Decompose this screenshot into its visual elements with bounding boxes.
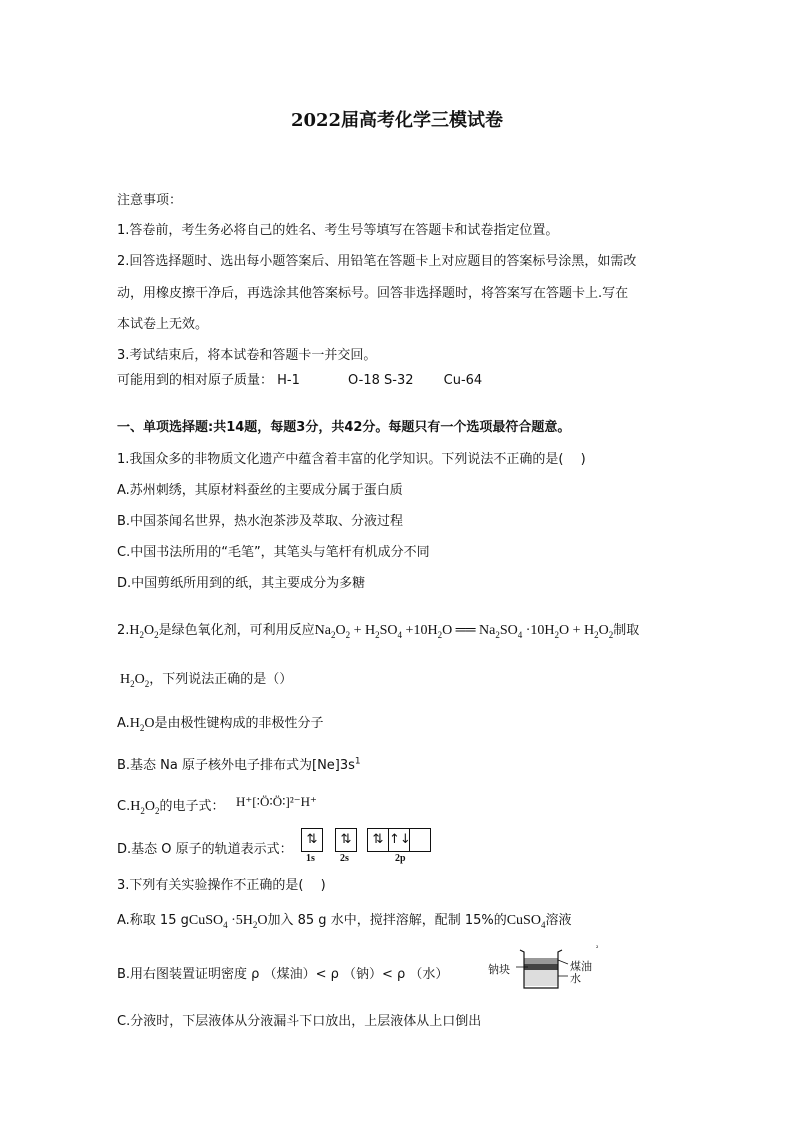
orbital-label-2s: 2s [340, 853, 349, 864]
q2-option-c-text: 的电子式： [159, 799, 225, 814]
section-1-heading: 一、单项选择题:共14题，每题3分，共42分。每题只有一个选项最符合题意。 [117, 420, 571, 435]
orbital-label-2p: 2p [395, 853, 406, 864]
q2-option-c-prefix: C. [117, 799, 131, 814]
q3-option-a-post: 溶液 [545, 913, 572, 928]
q1-option-b: B.中国茶闻名世界，热水泡茶涉及萃取、分液过程 [117, 514, 404, 529]
kerosene-layer [524, 958, 558, 964]
q3-option-a-pre: A.称取 15 g [117, 913, 189, 928]
q2-stem-continued [120, 668, 292, 689]
orbital-box-2p [367, 828, 431, 852]
q2-stem-a: 是绿色氧化剂，可利用反应 [158, 623, 315, 638]
electron-up-down-icon: ↑↓ [389, 829, 410, 851]
formula-h2o2: $H_2O_2$ [120, 672, 150, 689]
notice-heading: 注意事项： [117, 193, 183, 208]
electron-pair-icon: ⇅ [340, 832, 352, 847]
sodium-block [524, 964, 558, 970]
q3-option-c: C.分液时，下层液体从分液漏斗下口放出，上层液体从上口倒出 [117, 1014, 482, 1029]
formula-reaction: $Na_2O_2 + H_2SO_4 +10H_2O$ ══ $Na_2SO_4 \cdot 10H_2O + H_2O_2$ [314, 623, 614, 640]
orbital-label-1s: 1s [306, 853, 315, 864]
q1-stem: 1.我国众多的非物质文化遗产中蕴含着丰富的化学知识。下列说法不正确的是( ) [117, 452, 586, 467]
electron-formula-figure [236, 788, 328, 814]
formula-h2o2: $H_2O_2$ [129, 623, 159, 640]
formula-cuso4: CuSO$_4$ [506, 913, 546, 930]
svg-text:H⁺[∶Ö∶Ö∶]²⁻H⁺: H⁺[∶Ö∶Ö∶]²⁻H⁺ [236, 794, 317, 809]
atomic-mass-label: 可能用到的相对原子质量： [117, 373, 274, 388]
mass-cu: Cu-64 [443, 373, 483, 388]
q1-option-d: D.中国剪纸所用到的纸，其主要成分为多糖 [117, 576, 366, 591]
q3-option-a-mid: 加入 85 g 水中，搅拌溶解，配制 15%的 [267, 913, 507, 928]
electron-pair-icon: ⇅ [306, 832, 318, 847]
q2-option-d: D.基态 O 原子的轨道表示式： [117, 842, 293, 857]
orbital-box-2s [335, 828, 357, 852]
figure-label-water: 水 [570, 972, 581, 985]
notice-item-2-line-3: 本试卷上无效。 [117, 317, 209, 332]
q2-option-a-text: 是由极性键构成的非极性分子 [154, 716, 324, 731]
q2-option-a-prefix: A. [117, 716, 130, 731]
notice-item-2-line-2: 动，用橡皮擦干净后，再选涂其他答案标号。回答非选择题时，将答案写在答题卡上.写在 [117, 286, 629, 301]
q2-option-a [117, 712, 324, 733]
atomic-mass-line [117, 369, 482, 388]
notice-item-2-line-1: 2.回答选择题时、选出每小题答案后、用铅笔在答题卡上对应题目的答案标号涂黑，如需改 [117, 254, 637, 269]
q2-option-b-superscript: 1 [354, 756, 361, 767]
q2-stem-b: 制取 [613, 623, 640, 638]
water-layer [524, 970, 558, 986]
q2-option-c [117, 795, 224, 816]
formula-h2o2: $H_2O_2$ [130, 799, 160, 816]
page-title: 2022届高考化学三模试卷 [290, 110, 504, 131]
q2-stem-c: ，下列说法正确的是（） [149, 672, 293, 687]
q1-option-a: A.苏州刺绣，其原材料蚕丝的主要成分属于蛋白质 [117, 483, 403, 498]
notice-item-1: 1.答卷前，考生务必将自己的姓名、考生号等填写在答题卡和试卷指定位置。 [117, 223, 559, 238]
q3-option-b: B.用右图装置证明密度 ρ （煤油）< ρ （钠）< ρ （水） [117, 967, 449, 982]
electron-pair-icon: ⇅ [368, 829, 389, 851]
q2-option-b-text: B.基态 Na 原子核外电子排布式为[Ne]3s [117, 758, 355, 773]
q2-stem [117, 619, 639, 640]
svg-text:²: ² [596, 945, 599, 952]
formula-cuso4-5h2o: CuSO$_4$ $\cdot 5H_2O$ [188, 913, 268, 930]
q2-option-b [117, 754, 361, 773]
q3-option-a [117, 909, 571, 930]
q3-stem: 3.下列有关实验操作不正确的是( ) [117, 878, 326, 893]
figure-label-kerosene: 煤油 [570, 960, 592, 973]
mass-o-s: O-18 S-32 [348, 373, 414, 388]
figure-label-sodium: 钠块 [488, 963, 510, 976]
q2-number: 2. [117, 623, 130, 638]
q1-option-c: C.中国书法所用的“毛笔”，其笔头与笔杆有机成分不同 [117, 545, 430, 560]
notice-item-3: 3.考试结束后，将本试卷和答题卡一并交回。 [117, 348, 377, 363]
empty-orbital-slot [410, 829, 430, 851]
orbital-box-1s [301, 828, 323, 852]
formula-h2o: $H_2O$ [129, 716, 155, 733]
mass-h: H-1 [277, 373, 300, 388]
